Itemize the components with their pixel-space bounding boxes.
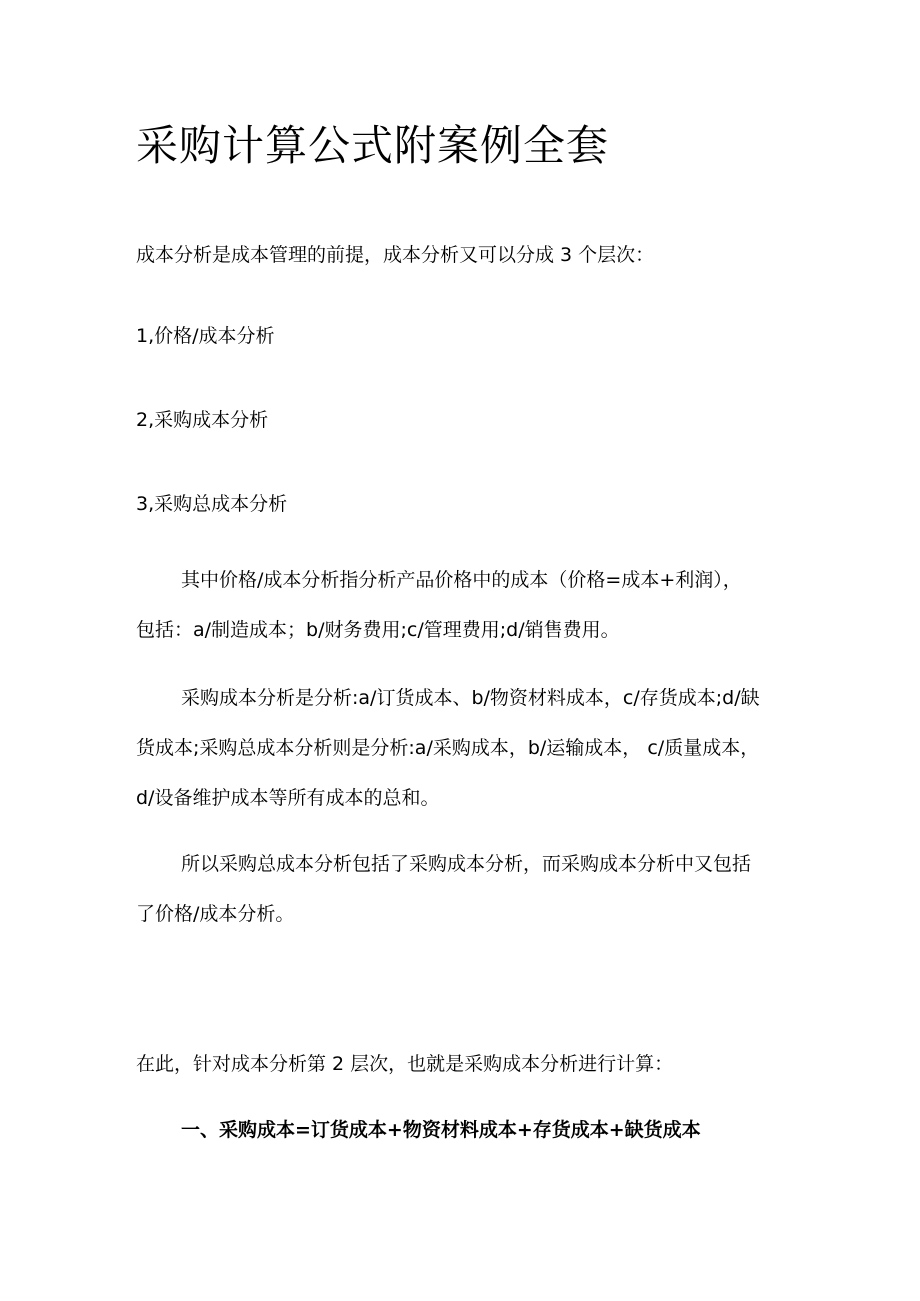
paragraph-summary — [136, 839, 796, 939]
level-item-2: 2,采购成本分析 — [136, 409, 269, 431]
level-item-1: 1,价格/成本分析 — [136, 325, 275, 347]
document-title: 采购计算公式附案例全套 — [136, 121, 610, 170]
section-heading-1: 一、采购成本=订货成本+物资材料成本+存货成本+缺货成本 — [181, 1119, 701, 1141]
calculation-intro: 在此，针对成本分析第 2 层次，也就是采购成本分析进行计算： — [136, 1053, 674, 1075]
paragraph-line: 采购成本分析是分析:a/订货成本、b/物资材料成本，c/存货成本;d/缺 — [181, 687, 760, 709]
level-item-3: 3,采购总成本分析 — [136, 493, 288, 515]
paragraph-line: d/设备维护成本等所有成本的总和。 — [136, 787, 440, 809]
paragraph-line: 包括：a/制造成本；b/财务费用;c/管理费用;d/销售费用。 — [136, 619, 620, 641]
intro-paragraph: 成本分析是成本管理的前提，成本分析又可以分成 3 个层次： — [136, 244, 655, 266]
paragraph-price-cost — [136, 555, 796, 655]
paragraph-line: 了价格/成本分析。 — [136, 903, 295, 925]
paragraph-line: 所以采购总成本分析包括了采购成本分析，而采购成本分析中又包括 — [181, 853, 752, 875]
paragraph-line: 其中价格/成本分析指分析产品价格中的成本（价格=成本+利润）， — [181, 569, 742, 591]
paragraph-purchase-cost — [136, 673, 796, 823]
paragraph-line: 货成本;采购总成本分析则是分析:a/采购成本，b/运输成本， c/质量成本， — [136, 737, 760, 759]
